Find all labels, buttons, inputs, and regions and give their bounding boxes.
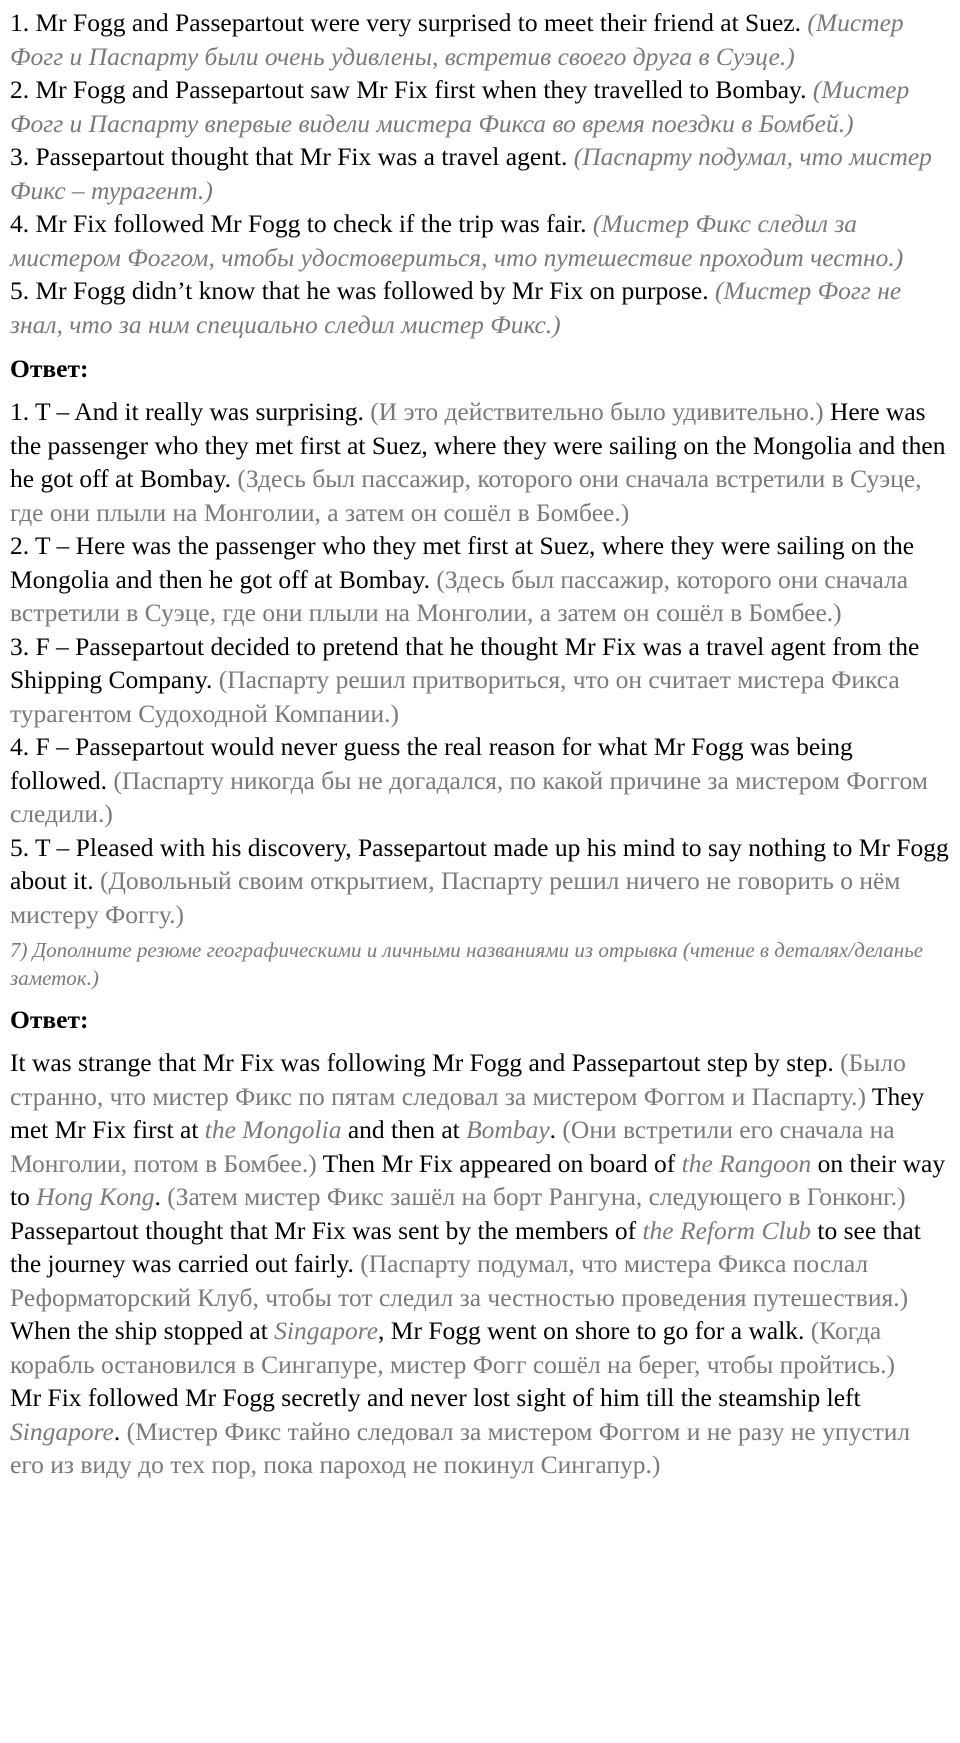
answer-item xyxy=(10,630,950,731)
summary-sentence: Then Mr Fix appeared on board of xyxy=(322,1148,676,1178)
summary-sentence: Mr Fix followed Mr Fogg secretly and never lost sight of him till the steamship left xyxy=(10,1383,861,1412)
statement-ru: (Мистер Фогг не знал, что за ним специально следил мистер Фикс.) xyxy=(10,276,902,339)
summary-sentence: and then at xyxy=(347,1115,460,1144)
summary-translation: (Затем мистер Фикс зашёл на борт Рангуна, следующего в Гонконг.) xyxy=(167,1182,906,1211)
task-instruction: 7) Дополните резюме географическими и личными названиями из отрывка (чтение в деталях/деланье заметок.) xyxy=(10,938,924,990)
answer-item xyxy=(10,529,950,630)
summary-translation: (Они встретили его сначала на Монголии, потом в Бомбее.) xyxy=(10,1115,895,1178)
answer-heading: Ответ: xyxy=(10,1005,89,1034)
summary-punct: . xyxy=(113,1416,121,1446)
summary-text xyxy=(10,1046,950,1482)
answer-item xyxy=(10,395,950,529)
answer-ru: (Паспарту решил притвориться, что он считает мистера Фикса турагентом Судоходной Компании.) xyxy=(10,665,900,728)
answer-ru: (Здесь был пассажир, которого они сначала встретили в Суэце, где они плыли на Монголии, а затем он сошёл в Бомбее.) xyxy=(10,564,909,627)
filled-name: Singapore xyxy=(10,1416,114,1446)
statement-en: 1. Mr Fogg and Passepartout were very surprised to meet their friend at Suez. xyxy=(10,8,801,37)
statement-en: 2. Mr Fogg and Passepartout saw Mr Fix first when they travelled to Bombay. xyxy=(10,75,807,104)
statement-ru: (Мистер Фогг и Паспарту впервые видели мистера Фикса во время поездки в Бомбей.) xyxy=(10,75,910,138)
filled-name: Singapore xyxy=(274,1316,379,1345)
statement-item xyxy=(10,140,950,207)
filled-name: the Mongolia xyxy=(204,1115,342,1144)
answer-item xyxy=(10,831,950,932)
answer-en: 1. T – And it really was surprising. xyxy=(10,397,364,426)
summary-sentence: When the ship stopped at xyxy=(10,1316,268,1345)
statement-item xyxy=(10,73,950,140)
summary-sentence: on their way to xyxy=(10,1148,946,1211)
filled-name: Hong Kong xyxy=(36,1182,155,1211)
answer-ru: (Здесь был пассажир, которого они сначала встретили в Суэце, где они плыли на Монголии, а затем он сошёл в Бомбее.) xyxy=(10,464,922,527)
summary-punct: . xyxy=(549,1115,557,1144)
statement-ru: (Мистер Фикс следил за мистером Фоггом, чтобы удостовериться, что путешествие проходит честно.) xyxy=(10,209,904,272)
summary-translation: (Было странно, что мистер Фикс по пятам следовал за мистером Фоггом и Паспарту.) xyxy=(10,1048,906,1111)
statement-item xyxy=(10,274,950,341)
answer-en: 4. F – Passepartout would never guess the real reason for what Mr Fogg was being followed. xyxy=(10,732,853,795)
filled-name: the Rangoon xyxy=(681,1148,812,1178)
answer-en: 2. T – Here was the passenger who they met first at Suez, where they were sailing on the Mongolia and then he got off at Bombay. xyxy=(10,531,915,594)
statement-en: 4. Mr Fix followed Mr Fogg to check if the trip was fair. xyxy=(10,209,587,238)
answer-heading: Ответ: xyxy=(10,354,89,383)
answers-list xyxy=(10,395,950,931)
statement-en: 3. Passepartout thought that Mr Fix was a travel agent. xyxy=(10,142,568,171)
answer-ru: (Довольный своим открытием, Паспарту решил ничего не говорить о нём мистеру Фоггу.) xyxy=(10,866,901,929)
summary-paragraph xyxy=(10,1046,950,1381)
summary-sentence: They met Mr Fix first at xyxy=(10,1081,925,1144)
answer-item xyxy=(10,730,950,831)
summary-sentence: , Mr Fogg went on shore to go for a walk. xyxy=(378,1316,805,1345)
answer-en: 5. T – Pleased with his discovery, Passepartout made up his mind to say nothing to Mr Fogg about it. xyxy=(10,832,949,895)
filled-name: the Reform Club xyxy=(642,1215,812,1245)
summary-sentence: Passepartout thought that Mr Fix was sent by the members of xyxy=(10,1215,637,1245)
summary-translation: (Паспарту подумал, что мистера Фикса послал Реформаторский Клуб, чтобы тот следил за честностью проведения путешествия.) xyxy=(10,1249,909,1312)
filled-name: Bombay xyxy=(466,1115,550,1144)
summary-paragraph xyxy=(10,1381,950,1482)
summary-translation: (Мистер Фикс тайно следовал за мистером Фоггом и не разу не упустил его из виду до тех пор, пока пароход не покинул Сингапур.) xyxy=(10,1416,911,1479)
statement-item xyxy=(10,207,950,274)
answer-en: 3. F – Passepartout decided to pretend that he thought Mr Fix was a travel agent from the Shipping Company. xyxy=(10,631,920,694)
statement-ru: (Паспарту подумал, что мистер Фикс – турагент.) xyxy=(10,142,932,205)
summary-sentence: It was strange that Mr Fix was following Mr Fogg and Passepartout step by step. xyxy=(10,1048,834,1077)
answer-ru: (И это действительно было удивительно.) xyxy=(370,397,824,426)
statement-en: 5. Mr Fogg didn’t know that he was followed by Mr Fix on purpose. xyxy=(10,276,709,305)
summary-sentence: to see that the journey was carried out fairly. xyxy=(10,1215,921,1278)
statement-ru: (Мистер Фогг и Паспарту были очень удивлены, встретив своего друга в Суэце.) xyxy=(10,8,904,71)
summary-punct: . xyxy=(154,1182,161,1211)
statement-item xyxy=(10,6,950,73)
answer-en: Here was the passenger who they met first at Suez, where they were sailing on the Mongolia and then he got off at Bombay. xyxy=(10,397,946,493)
answer-ru: (Паспарту никогда бы не догадался, по какой причине за мистером Фоггом следили.) xyxy=(10,765,928,828)
statements-list xyxy=(10,6,950,341)
summary-translation: (Когда корабль остановился в Сингапуре, мистер Фогг сошёл на берег, чтобы пройтись.) xyxy=(10,1316,896,1379)
